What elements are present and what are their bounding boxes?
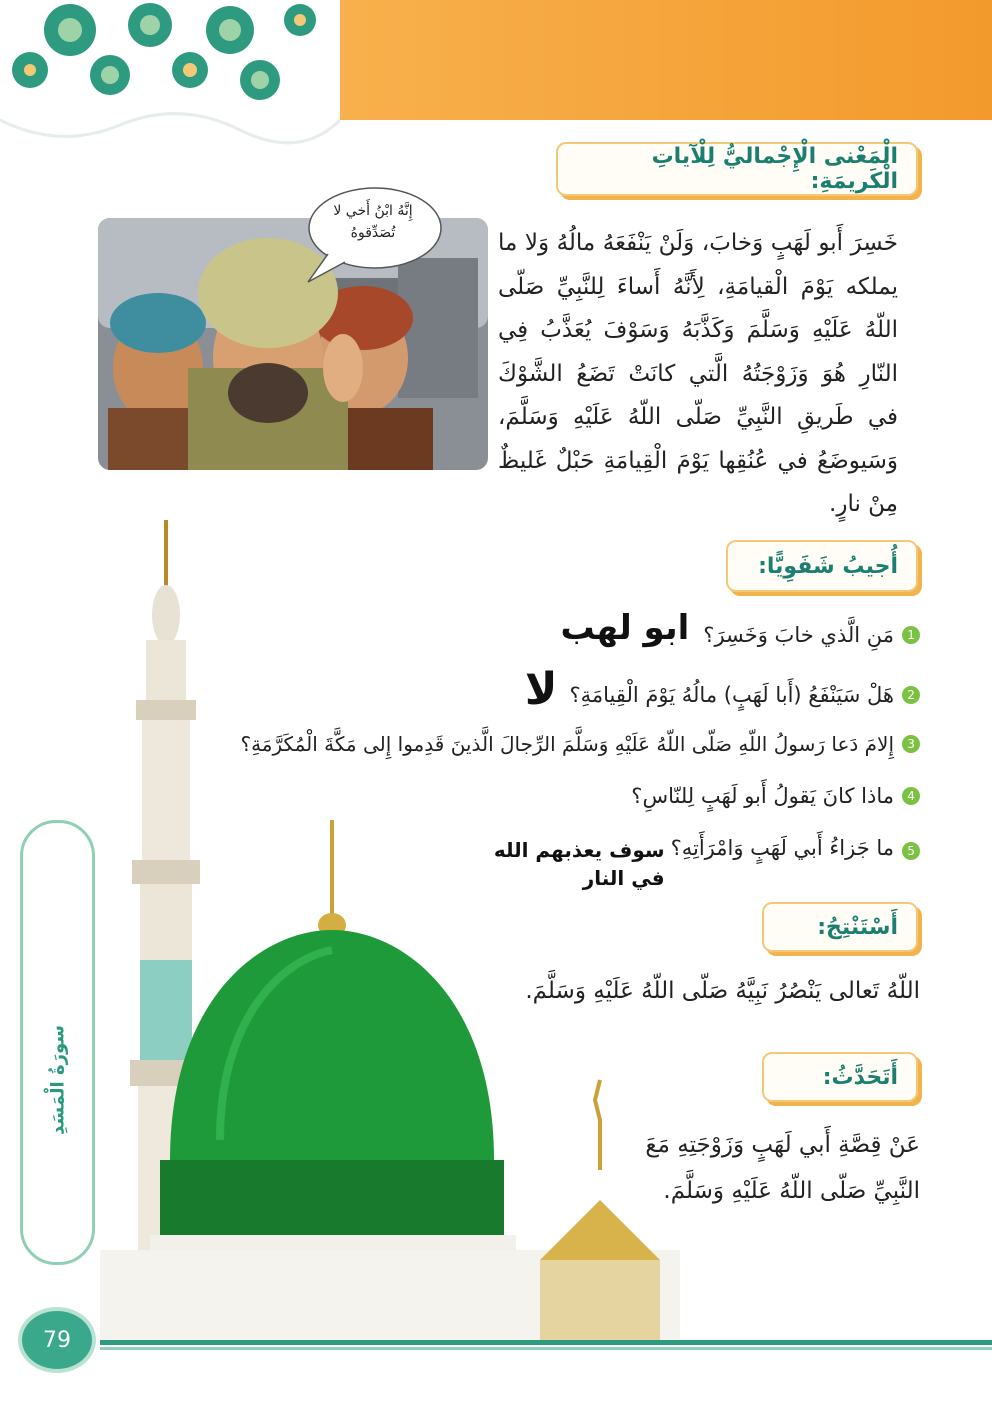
section-meaning-title: الْمَعْنى الْإِجْماليُّ لِلْآياتِ الْكَريمَةِ:: [556, 142, 918, 196]
speech-bubble-text: إِنَّهُ ابْنُ أَخي لا تُصَدِّقوهُ: [333, 203, 413, 241]
question-text: مَنِ الَّذي خابَ وَخَسِرَ؟: [703, 623, 894, 647]
question-text: ما جَزاءُ أَبي لَهَبٍ وَامْرَأَتِهِ؟: [670, 836, 894, 860]
question-number: 4: [902, 787, 920, 805]
question-number: 1: [902, 626, 920, 644]
question-number: 5: [902, 842, 920, 860]
surah-name-label: سورَةُ الْمَسَدِ: [47, 1025, 69, 1135]
section-conclude-text: اللّهُ تَعالى يَنْصُرُ نَبِيَّهُ صَلّى اللّهُ عَلَيْهِ وَسَلَّمَ.: [525, 978, 920, 1004]
question-2: [524, 664, 920, 715]
question-text: إِلامَ دَعا رَسولُ اللّهِ صَلّى اللّهُ عَلَيْهِ وَسَلَّمَ الرِّجالَ الَّذينَ قَدِموا إِلى مَكَّةَ الْمُكَرَّمَةِ؟: [240, 732, 894, 756]
section-talk-title: أَتَحَدَّثُ:: [762, 1052, 918, 1102]
section-answer-title: أُجيبُ شَفَوِيًّا:: [726, 540, 918, 592]
question-number: 2: [902, 686, 920, 704]
footer-line-thin: [100, 1347, 992, 1350]
handwritten-answer: ابو لهب: [560, 608, 690, 648]
handwritten-answer: لا: [524, 664, 558, 715]
section-talk-line2: النَّبِيِّ صَلّى اللّهُ عَلَيْهِ وَسَلَّمَ.: [663, 1178, 920, 1204]
question-number: 3: [902, 735, 920, 753]
question-1: [560, 608, 920, 648]
question-text: ماذا كانَ يَقولُ أَبو لَهَبٍ لِلنّاسِ؟: [631, 784, 894, 808]
question-5: [465, 836, 920, 892]
islamic-ornament-icon: [0, 0, 340, 170]
section-talk-line1: عَنْ قِصَّةِ أَبي لَهَبٍ وَزَوْجَتِهِ مَعَ: [645, 1132, 920, 1158]
page-number: 79: [18, 1307, 96, 1373]
handwritten-answer: سوف يعذبهم الله في النار: [493, 838, 665, 890]
question-3: [240, 732, 920, 756]
section-meaning-text: خَسِرَ أَبو لَهَبٍ وَخابَ، وَلَنْ يَنْفَعَهُ مالُهُ وَلا ما يملكه يَوْمَ الْقيامَةِ، لِأَنَّهُ أَساءَ لِلنَّبِيِّ صَلّى اللّهُ عَلَيْهِ وَسَلَّمَ وَكَذَّبَهُ وَسَوْفَ يُعَذَّبُ فِي النّارِ هُوَ وَزَوْجَتُهُ الَّتي كانَتْ تَضَعُ الشَّوْكَ في طَريقِ النَّبِيِّ صَلّى اللّهُ عَلَيْهِ وَسَلَّمَ، وَسَيوضَعُ في عُنُقِها يَوْمَ الْقِيامَةِ حَبْلٌ غَليظٌ مِنْ نارٍ.: [498, 230, 898, 517]
section-conclude-title: أَسْتَنْتِجُ:: [762, 902, 918, 952]
question-text: هَلْ سَيَنْفَعُ (أَبا لَهَبٍ) مالُهُ يَوْمَ الْقِيامَةِ؟: [569, 682, 894, 707]
question-4: [631, 784, 920, 808]
footer-line: [100, 1340, 992, 1345]
